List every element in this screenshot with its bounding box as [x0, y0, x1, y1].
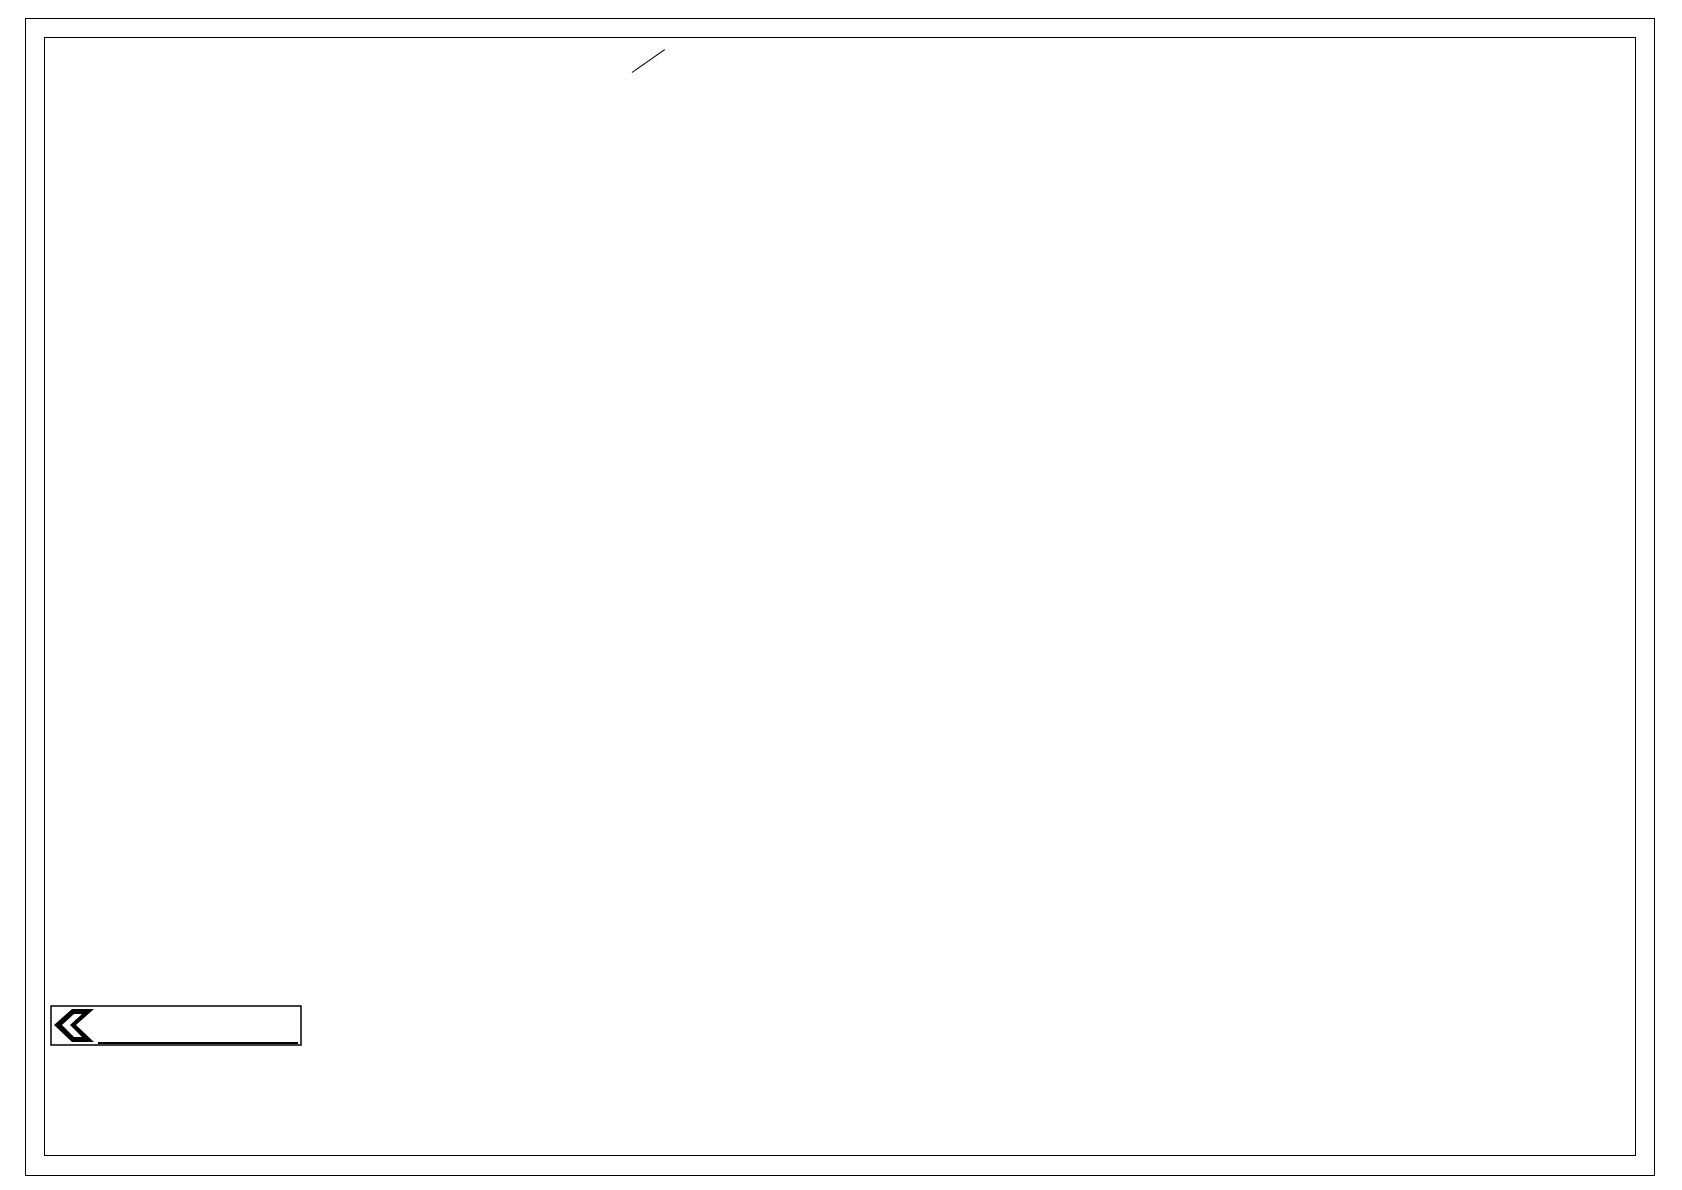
tesmec-logo: [50, 1005, 302, 1046]
drawing-area: [44, 37, 1636, 1156]
header-descrizione-clip: [285, 52, 629, 82]
